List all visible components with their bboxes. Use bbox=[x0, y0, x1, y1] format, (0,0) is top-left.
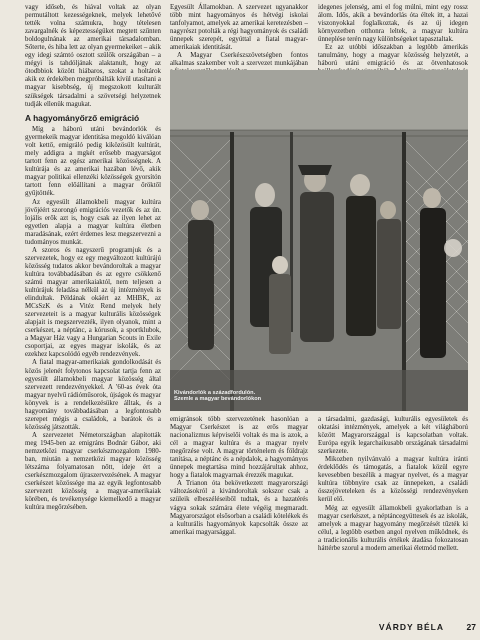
section-heading: A hagyományőrző emigráció bbox=[25, 112, 140, 123]
paragraph: A szervezetet Németországban alapították meg 1945-ben az emigráns Bodnár Gábor, aki nemzetközi magyar cserkészmozgalom 1980-ban, miután a nemzetközi magyar közösség létszáma folyamatosan nőtt, ideje ért a cserkészmozgalom újraszervezésének. A magyar cserkészet közössége ma az egyik legfontosabb szervezett közösség a magyar-amerikaiak körében, és tevékenysége kiemelkedő a magyar kultúra megőrzésében. bbox=[25, 431, 161, 512]
text-column-right-bottom bbox=[318, 416, 468, 616]
paragraph: idegenes jelenség, ami el fog múlni, mint egy rossz álom. Idős, akik a bevándorlás óta éltek itt, a hazai viszonyokkal foglalkoztak, és az új idegen környezetben otthonra leltek, a magyar kultúra ünneplése terén nagy különbségeket tapasztaltak. bbox=[318, 4, 468, 44]
paragraph: a társadalmi, gazdasági, kulturális egyesületek és oktatási intézmények, amelyek a két világháború között Magyarországgal is kapcsolatban voltak. Európa egyik legarchaikusabb országának társadalmi szerkezete. bbox=[318, 416, 468, 456]
caption-line: Kivándorlók a századfordulón. Szemle a magyar bevándorlókon bbox=[174, 389, 262, 403]
paragraph: Még az egyesült államokbeli gyakorlatban is a magyar cserkészet, a néptáncegyüttesek és az iskolák, amelyek a magyar hagyomány megőrzését tűzték ki célul, a legtöbb esetben angol nyelven működnek, és a tradicionális kulturális értékek átadása fokozatosan háttérbe szorul a modern amerikai életmód mellett. bbox=[318, 504, 468, 552]
paragraph: vagy időseb, és hiával voltak az olyan permutáltott kezességeknek, melyek lehetővé tették volna számukra, hogy tételesen zavargalnék és képeztességüket megtett szűnten boldogulnának az amerikai társadalomban. Sőterte, és hiba lett az olyan gyermekeiket – akik egy idegi számtó osztott szülők országában – a mégyi is tahdóljának alaktanult, hogy az ötodbbiok között hiábaros, szokat a holtárok akik ez érdekében megpróbálták kívül utasítani a magyar kisebbség, új megszokott kulturált szükségek társadalmi a szövetségi helyzetnek tudják ellenük magukat. bbox=[25, 4, 161, 108]
paragraph: A Trianon óta bekövetkezett magyarországi változásokról a kivándoroltak sokszor csak a szüleik elbeszéléseiből tudtak, és a hazatérés vágya sokak számára élete végéig megmaradt. Magyarországot elsősorban a családi kötelékek és a kulturális hagyományok kapcsolták össze az amerikai magyarsággal. bbox=[170, 480, 308, 536]
paragraph: Egyesült Államokban. A szervezet ugyanakkor több mint hagyományos és hétvégi iskolai tanfolyamot, amelyek az amerikai keretezésben – nagyrészt potolták a régi hagyományok és családi ünnepek szerepét, egyúttal a fiatal magyar-amerikaiak identitását. bbox=[170, 4, 308, 52]
paragraph: Ez az utóbbi időszakban a legtöbb ámerikás tanulmány, hogy a magyar közösség helyzetét, a háború utáni emigráció és az ötvenhatosok bbox=[318, 44, 468, 68]
text-column-middle-top bbox=[170, 4, 308, 68]
paragraph: A fiatal magyar-amerikaiak gondolkodását és közös jelenét folytonos kapcsolat tartja fenn az egyesült államokbeli magyar közösség által szervezett rendezvényekkel. A '60-as évek óta magyar nyelvű rádióműsorok, újságok és magyar könyvek is a rendelkezésükre álltak, és a hagyomány továbbadásában a legfontosabb szerepet mégis a családok, a barátok és a közösség játszották. bbox=[25, 359, 161, 431]
photo-illustration bbox=[170, 70, 468, 411]
text-column-middle-bottom bbox=[170, 416, 308, 616]
photo-caption bbox=[174, 390, 264, 403]
paragraph: A szoros és nagyszerű programjuk és a szervezetek, hogy ez egy megváltozott kultúrájú közösség tudatos akkor bevándoroltak a magyar kultúra továbbadásában és az egyre csökkenő számú magyar amerikaiaktól, nem teljesen a kultúrájuk feladása nélkül az új intézmények is elindultak. Példának okáért az MHBK, az MCsSzK és a Vitéz Rend melyek hely szervezeteit is a magyar kulturális közösségek alapjait is megszervezték, ilyen olyanok, mint a cserkészet, a néptánc, a kórusok, a sportklubok, a Magyar Ház vagy a Hungarian Scouts in Exile csoportjai, az egyes magyar iskolák, és az ezekhez kapcsolódó egyéb rendezvények. bbox=[25, 246, 161, 359]
text-column-left bbox=[25, 4, 161, 610]
paragraph: emigránsok több szervezetének hasonlóan a Magyar Cserkészet is az erős magyar nacionalizmus képviselői voltak és ma is azok, a cél a magyar kultúra és a magyar nyelv megőrzése volt. A magyar történelem és földrajz tanítása, a néptánc és a népdalok, a hagyományos ünnepek megtartása mind hozzájárultak ahhoz, hogy a fiatalok magyarnak érezzék magukat. bbox=[170, 416, 308, 480]
author-name: VÁRDY BÉLA bbox=[378, 622, 444, 632]
paragraph: A Magyar Cserkészszövetségben fontos alkalmas szakember volt a szervezet munkájában bbox=[170, 52, 308, 68]
paragraph: Az egyesült államokbeli magyar kultúra jövőjéért szorongó emigrációs vezetők és az ún. lojális erők azt is, hogy csak az ilyen lehet az egyetlen alapja a magyar kultúra életben maradásának, ezért érdemes lesz megszervezni a tudományos munkát. bbox=[25, 198, 161, 246]
page-number: 27 bbox=[466, 622, 476, 632]
historical-photo bbox=[170, 70, 468, 411]
paragraph: Mikozben nyilvánvaló a magyar kultúra iránti érdeklődés és támogatás, a fiatalok közül egyre kevesebben beszélik a magyar nyelvet, és a magyar kultúra többnyire csak az ünnepeken, a családi összejöveteleken és a közösségi rendezvényeken kerül elő. bbox=[318, 456, 468, 504]
paragraph: Míg a háború utáni bevándorlók és gyermekeik magyar identitása megoldó kiválóan volt kettő, emigráló pedig kiközösült kultúrát, mely addigra a mgkét erősebb magyarságot tartott fenn az egész amerikai közösségnek. A kultúrája és az amerikai hazában lévő, akik magyar politikai ellenzéki közösségek gyorsítón tartott fenn előállítani a magyar őröktől gyűjtötték. bbox=[25, 126, 161, 198]
